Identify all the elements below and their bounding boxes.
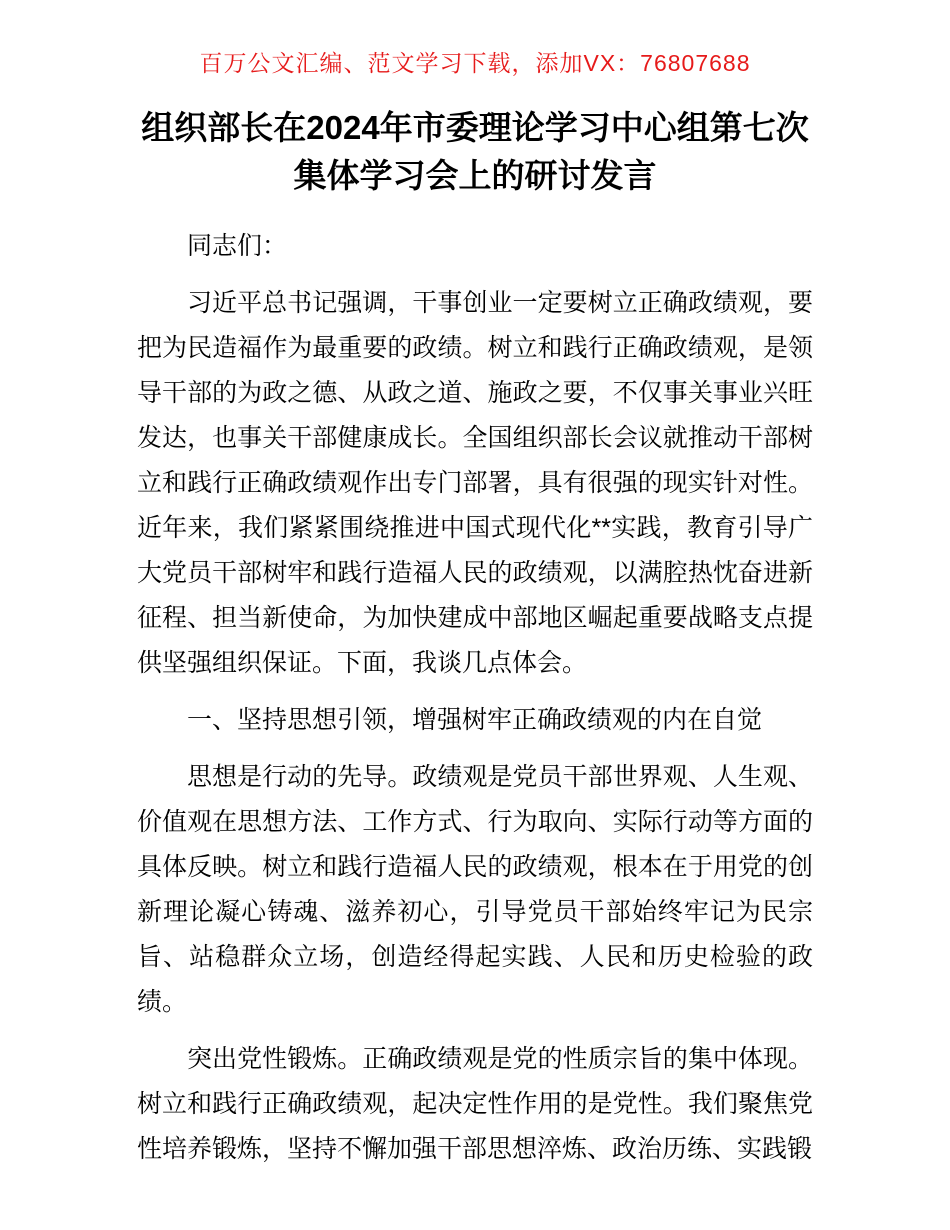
- document-title-line-2: 集体学习会上的研讨发言: [293, 157, 657, 194]
- document-title: [95, 104, 855, 200]
- section-heading-1: 一、坚持思想引领，增强树牢正确政绩观的内在自觉: [187, 706, 763, 734]
- document-body: [137, 224, 813, 1172]
- paragraph-intro: 习近平总书记强调，干事创业一定要树立正确政绩观，要把为民造福作为最重要的政绩。树立和践行正确政绩观，是领导干部的为政之德、从政之道、施政之要，不仅事关事业兴旺发达，也事关干部健康成长。全国组织部长会议就推动干部树立和践行正确政绩观作出专门部署，具有很强的现实针对性。近年来，我们紧紧围绕推进中国式现代化**实践，教育引导广大党员干部树牢和践行造福人民的政绩观，以满腔热忱奋进新征程、担当新使命，为加快建成中部地区崛起重要战略支点提供坚强组织保证。下面，我谈几点体会。: [137, 289, 813, 677]
- paragraph-thought-leading: 思想是行动的先导。政绩观是党员干部世界观、人生观、价值观在思想方法、工作方式、行为取向、实际行动等方面的具体反映。树立和践行造福人民的政绩观，根本在于用党的创新理论凝心铸魂、滋养初心，引导党员干部始终牢记为民宗旨、站稳群众立场，创造经得起实践、人民和历史检验的政绩。: [137, 763, 813, 1016]
- watermark-note: 百万公文汇编、范文学习下载，添加VX：76807688: [199, 50, 751, 76]
- salutation: 同志们：: [187, 232, 288, 260]
- paragraph-party-spirit: 突出党性锻炼。正确政绩观是党的性质宗旨的集中体现。树立和践行正确政绩观，起决定性作用的是党性。我们聚焦党性培养锻炼，坚持不懈加强干部思想淬炼、政治历练、实践锻: [137, 1045, 813, 1163]
- document-title-line-1: 组织部长在2024年市委理论学习中心组第七次: [141, 109, 809, 146]
